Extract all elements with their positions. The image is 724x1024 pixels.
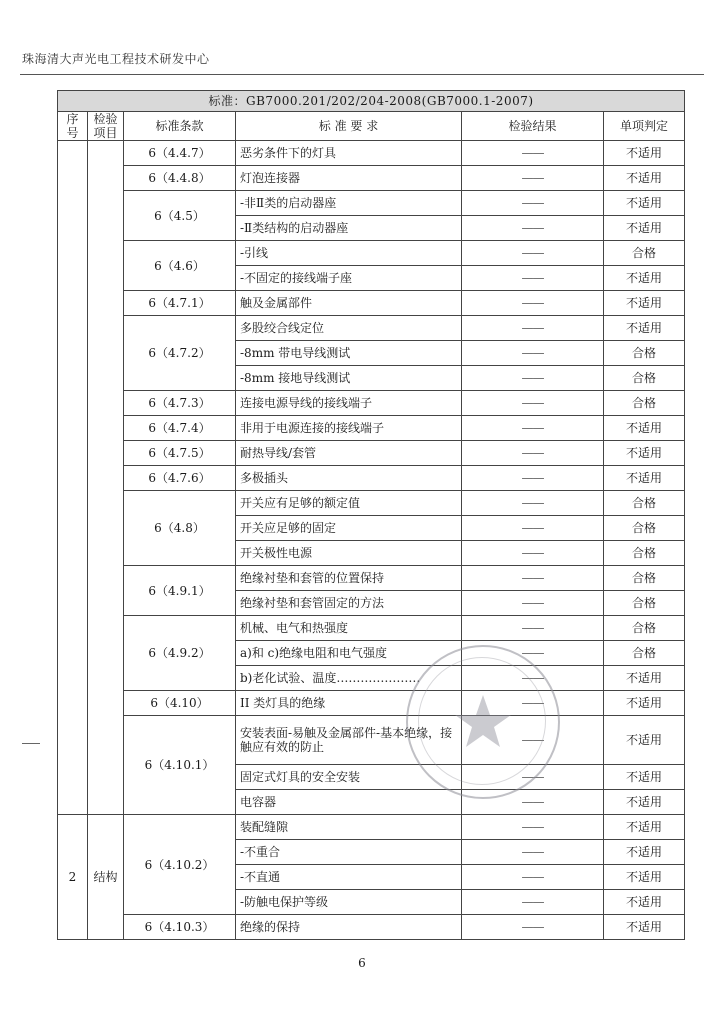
table-row xyxy=(58,815,685,840)
result-cell: —— xyxy=(462,166,604,191)
requirement-cell: -引线 xyxy=(236,241,462,266)
requirement-cell: 多极插头 xyxy=(236,466,462,491)
table-row xyxy=(58,191,685,216)
verdict-cell: 合格 xyxy=(604,241,685,266)
verdict-cell: 合格 xyxy=(604,541,685,566)
verdict-cell: 合格 xyxy=(604,566,685,591)
result-cell: —— xyxy=(462,241,604,266)
verdict-cell: 合格 xyxy=(604,516,685,541)
verdict-cell: 不适用 xyxy=(604,466,685,491)
clause-cell: 6（4.10.2） xyxy=(124,815,236,915)
verdict-cell: 不适用 xyxy=(604,840,685,865)
verdict-cell: 不适用 xyxy=(604,316,685,341)
requirement-cell: -防触电保护等级 xyxy=(236,890,462,915)
verdict-cell: 不适用 xyxy=(604,191,685,216)
clause-cell: 6（4.7.1） xyxy=(124,291,236,316)
table-row xyxy=(58,391,685,416)
requirement-cell: 电容器 xyxy=(236,790,462,815)
verdict-cell: 不适用 xyxy=(604,865,685,890)
result-cell: —— xyxy=(462,790,604,815)
requirement-cell: 固定式灯具的安全安装 xyxy=(236,765,462,790)
verdict-cell: 不适用 xyxy=(604,790,685,815)
clause-cell: 6（4.7.2） xyxy=(124,316,236,391)
verdict-cell: 不适用 xyxy=(604,815,685,840)
verdict-cell: 不适用 xyxy=(604,166,685,191)
table-row xyxy=(58,466,685,491)
verdict-cell: 合格 xyxy=(604,641,685,666)
result-cell: —— xyxy=(462,865,604,890)
result-cell: —— xyxy=(462,591,604,616)
group-seq: 2 xyxy=(58,815,88,940)
group-seq xyxy=(58,141,88,815)
result-cell: —— xyxy=(462,191,604,216)
requirement-cell: 连接电源导线的接线端子 xyxy=(236,391,462,416)
requirement-cell: 非用于电源连接的接线端子 xyxy=(236,416,462,441)
verdict-cell: 不适用 xyxy=(604,915,685,940)
result-cell: —— xyxy=(462,890,604,915)
requirement-cell: 开关极性电源 xyxy=(236,541,462,566)
verdict-cell: 不适用 xyxy=(604,666,685,691)
result-cell: —— xyxy=(462,491,604,516)
requirement-cell: 灯泡连接器 xyxy=(236,166,462,191)
requirement-cell: -不重合 xyxy=(236,840,462,865)
header-rule xyxy=(20,74,704,75)
verdict-cell: 合格 xyxy=(604,491,685,516)
col-header-verdict: 单项判定 xyxy=(604,112,685,141)
result-cell: —— xyxy=(462,641,604,666)
col-header-item: 检验项目 xyxy=(88,112,124,141)
clause-cell: 6（4.10.1） xyxy=(124,716,236,815)
clause-cell: 6（4.7.4） xyxy=(124,416,236,441)
verdict-cell: 不适用 xyxy=(604,141,685,166)
result-cell: —— xyxy=(462,666,604,691)
clause-cell: 6（4.6） xyxy=(124,241,236,291)
page-number: 6 xyxy=(358,956,366,970)
requirement-cell: -8mm 带电导线测试 xyxy=(236,341,462,366)
requirement-cell: 绝缘衬垫和套管的位置保持 xyxy=(236,566,462,591)
table-row xyxy=(58,141,685,166)
requirement-cell: 绝缘的保持 xyxy=(236,915,462,940)
table-header-row xyxy=(58,112,685,141)
result-cell: —— xyxy=(462,765,604,790)
result-cell: —— xyxy=(462,691,604,716)
verdict-cell: 合格 xyxy=(604,341,685,366)
verdict-cell: 不适用 xyxy=(604,765,685,790)
clause-cell: 6（4.8） xyxy=(124,491,236,566)
col-header-requirement: 标 准 要 求 xyxy=(236,112,462,141)
verdict-cell: 不适用 xyxy=(604,441,685,466)
group-item xyxy=(88,141,124,815)
verdict-cell: 不适用 xyxy=(604,691,685,716)
clause-cell: 6（4.7.3） xyxy=(124,391,236,416)
result-cell: —— xyxy=(462,516,604,541)
verdict-cell: 不适用 xyxy=(604,291,685,316)
clause-cell: 6（4.7.5） xyxy=(124,441,236,466)
result-cell: —— xyxy=(462,616,604,641)
requirement-cell: a)和 c)绝缘电阻和电气强度 xyxy=(236,641,462,666)
clause-cell: 6（4.5） xyxy=(124,191,236,241)
group-item: 结构 xyxy=(88,815,124,940)
requirement-cell: -非Ⅱ类的启动器座 xyxy=(236,191,462,216)
table-row xyxy=(58,691,685,716)
result-cell: —— xyxy=(462,466,604,491)
requirement-cell: 多股绞合线定位 xyxy=(236,316,462,341)
result-cell: —— xyxy=(462,915,604,940)
clause-cell: 6（4.4.7） xyxy=(124,141,236,166)
standard-title: 标准：GB7000.201/202/204-2008(GB7000.1-2007) xyxy=(58,91,685,112)
verdict-cell: 合格 xyxy=(604,391,685,416)
verdict-cell: 不适用 xyxy=(604,266,685,291)
table-row xyxy=(58,316,685,341)
col-header-result: 检验结果 xyxy=(462,112,604,141)
verdict-cell: 不适用 xyxy=(604,890,685,915)
result-cell: —— xyxy=(462,716,604,765)
requirement-cell: -不直通 xyxy=(236,865,462,890)
table-row xyxy=(58,416,685,441)
header-organization: 珠海清大声光电工程技术研发中心 xyxy=(22,52,210,66)
requirement-cell: 开关应有足够的额定值 xyxy=(236,491,462,516)
col-header-seq: 序号 xyxy=(58,112,88,141)
standard-table xyxy=(57,90,685,940)
table-row xyxy=(58,566,685,591)
result-cell: —— xyxy=(462,391,604,416)
clause-cell: 6（4.10.3） xyxy=(124,915,236,940)
result-cell: —— xyxy=(462,541,604,566)
requirement-cell: -8mm 接地导线测试 xyxy=(236,366,462,391)
result-cell: —— xyxy=(462,815,604,840)
requirement-cell: 装配缝隙 xyxy=(236,815,462,840)
clause-cell: 6（4.7.6） xyxy=(124,466,236,491)
clause-cell: 6（4.4.8） xyxy=(124,166,236,191)
requirement-cell: 恶劣条件下的灯具 xyxy=(236,141,462,166)
table-row xyxy=(58,241,685,266)
requirement-cell: 开关应足够的固定 xyxy=(236,516,462,541)
table-row xyxy=(58,291,685,316)
table-row xyxy=(58,616,685,641)
verdict-cell: 不适用 xyxy=(604,216,685,241)
requirement-cell: -不固定的接线端子座 xyxy=(236,266,462,291)
clause-cell: 6（4.9.2） xyxy=(124,616,236,691)
requirement-cell: II 类灯具的绝缘 xyxy=(236,691,462,716)
requirement-cell: 安装表面-易触及金属部件-基本绝缘，接触应有效的防止 xyxy=(236,716,462,765)
verdict-cell: 合格 xyxy=(604,616,685,641)
col-header-clause: 标准条款 xyxy=(124,112,236,141)
requirement-cell: 耐热导线/套管 xyxy=(236,441,462,466)
requirement-cell: b)老化试验、温度………………… xyxy=(236,666,462,691)
table-row xyxy=(58,716,685,765)
requirement-cell: 触及金属部件 xyxy=(236,291,462,316)
requirement-cell: 机械、电气和热强度 xyxy=(236,616,462,641)
clause-cell: 6（4.9.1） xyxy=(124,566,236,616)
result-cell: —— xyxy=(462,316,604,341)
result-cell: —— xyxy=(462,416,604,441)
margin-mark xyxy=(22,743,40,744)
result-cell: —— xyxy=(462,441,604,466)
table-row xyxy=(58,915,685,940)
result-cell: —— xyxy=(462,366,604,391)
result-cell: —— xyxy=(462,566,604,591)
table-row xyxy=(58,441,685,466)
result-cell: —— xyxy=(462,266,604,291)
result-cell: —— xyxy=(462,291,604,316)
result-cell: —— xyxy=(462,141,604,166)
table-row xyxy=(58,166,685,191)
requirement-cell: -Ⅱ类结构的启动器座 xyxy=(236,216,462,241)
result-cell: —— xyxy=(462,840,604,865)
verdict-cell: 合格 xyxy=(604,591,685,616)
verdict-cell: 合格 xyxy=(604,366,685,391)
clause-cell: 6（4.10） xyxy=(124,691,236,716)
verdict-cell: 不适用 xyxy=(604,716,685,765)
table-row xyxy=(58,491,685,516)
verdict-cell: 不适用 xyxy=(604,416,685,441)
result-cell: —— xyxy=(462,341,604,366)
requirement-cell: 绝缘衬垫和套管固定的方法 xyxy=(236,591,462,616)
result-cell: —— xyxy=(462,216,604,241)
